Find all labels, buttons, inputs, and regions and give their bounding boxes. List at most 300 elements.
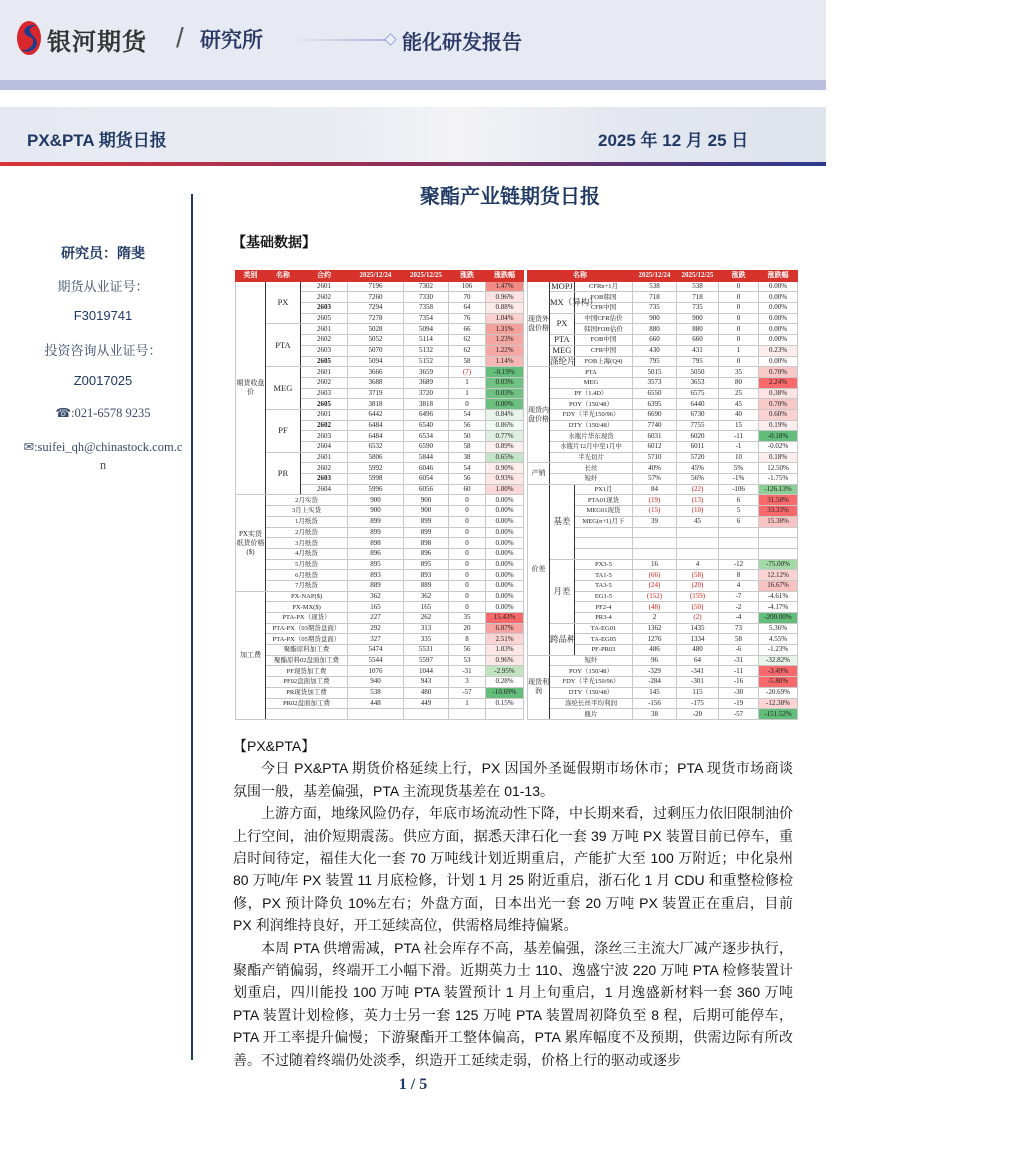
prev-value-cell: 5710 <box>633 452 677 463</box>
row-name-cell: FDY（半光150/96） <box>550 409 633 420</box>
prev-value-cell: 5070 <box>348 345 404 356</box>
curr-value-cell: (159) <box>677 591 719 602</box>
row-name-cell: 2604 <box>301 484 348 495</box>
change-cell: 0 <box>449 602 486 613</box>
column-header: 2025/12/25 <box>677 271 719 282</box>
change-cell: 54 <box>449 463 486 474</box>
row-name-cell: 2602 <box>301 292 348 303</box>
prev-value-cell: 84 <box>633 484 677 495</box>
curr-value-cell <box>404 709 449 720</box>
change-cell <box>719 527 759 538</box>
curr-value-cell: 64 <box>677 655 719 666</box>
change-pct-cell: 1.03% <box>486 645 524 656</box>
prev-value-cell <box>633 548 677 559</box>
futures-data-table <box>235 270 524 720</box>
row-name-cell: PTA-PX（现货） <box>266 613 348 624</box>
invest-cert-label: 投资咨询从业证号： <box>44 343 162 358</box>
column-header: 合约 <box>301 271 348 282</box>
prev-value-cell: 6031 <box>633 431 677 442</box>
change-pct-cell: -12.38% <box>759 698 798 709</box>
change-pct-cell: 1.00% <box>486 484 524 495</box>
change-cell <box>449 709 486 720</box>
row-name-cell: 3月上实货 <box>266 506 348 517</box>
change-cell: 4 <box>719 580 759 591</box>
curr-value-cell: (2) <box>677 613 719 624</box>
prev-value-cell: 1076 <box>348 666 404 677</box>
row-name-cell: 2603 <box>301 431 348 442</box>
change-cell: 58 <box>449 356 486 367</box>
change-cell: 0 <box>449 538 486 549</box>
change-pct-cell: -32.82% <box>759 655 798 666</box>
curr-value-cell: 7358 <box>404 303 449 314</box>
change-pct-cell: 0.96% <box>486 655 524 666</box>
table-row <box>236 666 524 677</box>
galaxy-logo-icon <box>16 20 42 56</box>
change-pct-cell: -4.61% <box>759 591 798 602</box>
change-pct-cell: 0.38% <box>759 388 798 399</box>
change-pct-cell: -4.17% <box>759 602 798 613</box>
curr-value-cell <box>677 548 719 559</box>
row-name-cell: TA-EG05 <box>575 634 633 645</box>
change-pct-cell: 12.12% <box>759 570 798 581</box>
curr-value-cell: 5132 <box>404 345 449 356</box>
change-cell: -11 <box>719 431 759 442</box>
curr-value-cell: 3689 <box>404 377 449 388</box>
row-name-cell: 1月纸货 <box>266 516 348 527</box>
change-pct-cell: -75.00% <box>759 559 798 570</box>
prev-value-cell: 5996 <box>348 484 404 495</box>
table-row <box>528 313 798 324</box>
row-name-cell: MEG <box>550 377 633 388</box>
curr-value-cell: 899 <box>404 516 449 527</box>
row-name-cell: 韩国FOB估价 <box>575 324 633 335</box>
curr-value-cell: 5152 <box>404 356 449 367</box>
prev-value-cell: -156 <box>633 698 677 709</box>
table-row <box>528 399 798 410</box>
change-cell: -2 <box>719 602 759 613</box>
change-pct-cell: 0.00% <box>486 591 524 602</box>
row-name-cell: PR现货加工费 <box>266 687 348 698</box>
row-name-cell: 涤纶长丝平均利润 <box>550 698 633 709</box>
curr-value-cell: 4 <box>677 559 719 570</box>
change-pct-cell: -1.23% <box>759 645 798 656</box>
change-pct-cell: 0.00% <box>486 580 524 591</box>
curr-value-cell: 660 <box>677 335 719 346</box>
curr-value-cell: (20) <box>677 580 719 591</box>
prev-value-cell: 39 <box>633 516 677 527</box>
analysis-paragraph: 今日 PX&PTA 期货价格延续上行，PX 因国外圣诞假期市场休市；PTA 现货市场商谈氛围一般，基差偏强，PTA 主流现货基差在 01-13。 <box>233 760 793 799</box>
table-row <box>236 580 524 591</box>
change-pct-cell: 4.55% <box>759 634 798 645</box>
column-header: 2025/12/24 <box>633 271 677 282</box>
prev-value-cell: 3688 <box>348 377 404 388</box>
decor-line <box>290 39 390 41</box>
change-cell: -31 <box>719 655 759 666</box>
category-cell: 期货收盘价 <box>236 281 266 495</box>
prev-value-cell: 362 <box>348 591 404 602</box>
curr-value-cell: 6575 <box>677 388 719 399</box>
curr-value-cell: 5597 <box>404 655 449 666</box>
change-cell: -30 <box>719 687 759 698</box>
prev-value-cell: (48) <box>633 602 677 613</box>
prev-value-cell: 6012 <box>633 442 677 453</box>
change-pct-cell: 0.00% <box>759 303 798 314</box>
column-header: 名称 <box>528 271 633 282</box>
change-cell: 38 <box>449 452 486 463</box>
change-pct-cell: 15.38% <box>759 516 798 527</box>
curr-value-cell: 900 <box>404 506 449 517</box>
prev-value-cell: 448 <box>348 698 404 709</box>
prev-value-cell: 660 <box>633 335 677 346</box>
curr-value-cell: 900 <box>404 495 449 506</box>
category-cell: 现货内盘价格 <box>528 367 550 463</box>
table-row <box>236 623 524 634</box>
department-label: 能化研发报告 <box>402 32 522 54</box>
change-cell: 0 <box>449 516 486 527</box>
change-cell: 0 <box>719 313 759 324</box>
institute-name: 研究所 <box>200 29 263 52</box>
prev-value-cell: 5474 <box>348 645 404 656</box>
table-row <box>236 698 524 709</box>
prev-value-cell: 900 <box>348 506 404 517</box>
table-row <box>236 516 524 527</box>
change-cell: 54 <box>449 409 486 420</box>
prev-value-cell: 940 <box>348 677 404 688</box>
change-pct-cell: 0.65% <box>486 452 524 463</box>
row-name-cell: 聚酯原料02盘面加工费 <box>266 655 348 666</box>
change-pct-cell: 0.70% <box>759 367 798 378</box>
column-header: 涨跌幅 <box>759 271 798 282</box>
prev-value-cell: 3818 <box>348 399 404 410</box>
change-cell: 45 <box>719 399 759 410</box>
change-pct-cell <box>759 527 798 538</box>
change-cell: 0 <box>449 580 486 591</box>
change-cell: 62 <box>449 345 486 356</box>
table-row <box>236 506 524 517</box>
prev-value-cell: 6442 <box>348 409 404 420</box>
table-row <box>528 356 798 367</box>
change-cell: 0 <box>449 591 486 602</box>
change-pct-cell: 0.84% <box>486 409 524 420</box>
prev-value-cell: 3573 <box>633 377 677 388</box>
prev-value-cell: 3719 <box>348 388 404 399</box>
change-cell: 60 <box>449 484 486 495</box>
change-cell: 0 <box>719 356 759 367</box>
prev-value-cell: (66) <box>633 570 677 581</box>
change-pct-cell: 0.00% <box>759 324 798 335</box>
prev-value-cell: 896 <box>348 548 404 559</box>
change-pct-cell: 0.93% <box>486 474 524 485</box>
row-name-cell: 2月实货 <box>266 495 348 506</box>
curr-value-cell: 5094 <box>404 324 449 335</box>
change-pct-cell: 0.00% <box>759 335 798 346</box>
curr-value-cell: -301 <box>677 677 719 688</box>
curr-value-cell: 7330 <box>404 292 449 303</box>
change-cell: 0 <box>719 303 759 314</box>
row-name-cell: PF02盘面加工费 <box>266 677 348 688</box>
row-name-cell: 4月纸货 <box>266 548 348 559</box>
change-pct-cell: 0.28% <box>486 677 524 688</box>
curr-value-cell: 3818 <box>404 399 449 410</box>
row-name-cell: FOB韩国 <box>575 292 633 303</box>
change-pct-cell: -126.13% <box>759 484 798 495</box>
curr-value-cell: 896 <box>404 548 449 559</box>
change-pct-cell: 0.00% <box>486 495 524 506</box>
prev-value-cell: 6550 <box>633 388 677 399</box>
change-pct-cell: 6.87% <box>486 623 524 634</box>
row-name-cell: 2601 <box>301 409 348 420</box>
change-cell: 35 <box>719 367 759 378</box>
group-name-cell: PR <box>266 452 301 495</box>
row-name-cell: 2605 <box>301 356 348 367</box>
curr-value-cell: 880 <box>677 324 719 335</box>
change-cell: 5 <box>719 506 759 517</box>
prev-value-cell: 2 <box>633 613 677 624</box>
change-pct-cell: -0.19% <box>486 367 524 378</box>
change-cell: 50 <box>449 431 486 442</box>
change-pct-cell: 0.77% <box>486 431 524 442</box>
prev-value-cell: 3666 <box>348 367 404 378</box>
prev-value-cell: 486 <box>633 645 677 656</box>
analysis-paragraph: 上游方面，地缘风险仍存，年底市场流动性下降，中长期来看，过剩压力依旧限制油价上行空间，油价短期震荡。供应方面，据悉天津石化一套 39 万吨 PX 装置目前已停车，重启时间待定，福佳大化一套 70 万吨线计划近期重启，产能扩大至 100 万附近；中化泉州 80 万吨/年 PX 装置 11 月底检修，计划 1 月 25 附近重启，浙石化 1 月 CDU 和重整检修检修，PX 预计降负 10%左右；外盘方面，日本出光一套 20 万吨 PX 装置正在重启，目前 PX 利润维持良好，开工延续高位，供需格局维持偏紧。 <box>233 805 793 934</box>
prev-value-cell: 900 <box>348 495 404 506</box>
table-row <box>236 709 524 720</box>
change-cell: -1 <box>719 442 759 453</box>
change-pct-cell: 2.24% <box>759 377 798 388</box>
prev-value-cell <box>633 527 677 538</box>
prev-value-cell: -284 <box>633 677 677 688</box>
row-name-cell: 2601 <box>301 452 348 463</box>
change-pct-cell: 1.22% <box>486 345 524 356</box>
prev-value-cell: 5052 <box>348 335 404 346</box>
prev-value-cell: 900 <box>633 313 677 324</box>
change-pct-cell: -3.49% <box>759 666 798 677</box>
row-name-cell: 3月纸货 <box>266 538 348 549</box>
curr-value-cell: 313 <box>404 623 449 634</box>
table-row <box>236 634 524 645</box>
change-cell: 0 <box>449 506 486 517</box>
change-cell: -4 <box>719 613 759 624</box>
curr-value-cell: 6534 <box>404 431 449 442</box>
change-pct-cell: 12.50% <box>759 463 798 474</box>
prev-value-cell: 735 <box>633 303 677 314</box>
prev-value-cell: 7740 <box>633 420 677 431</box>
table-row <box>528 677 798 688</box>
curr-value-cell: 449 <box>404 698 449 709</box>
curr-value-cell: 45 <box>677 516 719 527</box>
change-pct-cell: 0.00% <box>759 356 798 367</box>
row-name-cell: 7月纸货 <box>266 580 348 591</box>
row-name-cell: TA-EG01 <box>575 623 633 634</box>
table-row <box>528 698 798 709</box>
table-row <box>528 452 798 463</box>
change-pct-cell: -10.69% <box>486 687 524 698</box>
banner-accent-line <box>0 162 826 166</box>
futures-cert-label: 期货从业证号： <box>57 279 149 294</box>
brand-separator: / <box>176 22 184 53</box>
row-name-cell <box>266 709 348 720</box>
table-row <box>528 474 798 485</box>
row-name-cell: 中国CFR估价 <box>575 313 633 324</box>
change-cell <box>719 538 759 549</box>
row-name-cell: TA3-5 <box>575 580 633 591</box>
row-name-cell: PTA <box>550 367 633 378</box>
prev-value-cell <box>348 709 404 720</box>
change-pct-cell: 0.00% <box>486 559 524 570</box>
prev-value-cell: 880 <box>633 324 677 335</box>
table-row <box>236 591 524 602</box>
row-name-cell: 2601 <box>301 367 348 378</box>
change-cell: 25 <box>719 388 759 399</box>
table-row <box>236 677 524 688</box>
change-pct-cell: 1.04% <box>486 313 524 324</box>
prev-value-cell: 5806 <box>348 452 404 463</box>
group-name-cell: MEG <box>550 345 575 356</box>
change-cell: -6 <box>719 645 759 656</box>
row-name-cell: 半光切片 <box>550 452 633 463</box>
prev-value-cell: 430 <box>633 345 677 356</box>
prev-value-cell: 40% <box>633 463 677 474</box>
column-header: 2025/12/25 <box>404 271 449 282</box>
prev-value-cell <box>633 538 677 549</box>
row-name-cell: PTA01现货 <box>575 495 633 506</box>
change-pct-cell: 0.00% <box>486 548 524 559</box>
change-pct-cell: 0.88% <box>486 303 524 314</box>
prev-value-cell: 538 <box>348 687 404 698</box>
curr-value-cell: 6440 <box>677 399 719 410</box>
researcher-name: 研究员：隋斐 <box>61 245 145 261</box>
change-pct-cell: 15.43% <box>486 613 524 624</box>
prev-value-cell: 7260 <box>348 292 404 303</box>
row-name-cell: PTA-PX（03期货盘面） <box>266 623 348 634</box>
change-cell: 0 <box>449 570 486 581</box>
email-link[interactable]: ✉:suifei_qh@chinastock.com.cn <box>23 440 183 472</box>
change-cell: 6 <box>719 495 759 506</box>
prev-value-cell: 57% <box>633 474 677 485</box>
row-name-cell: MEG01现货 <box>575 506 633 517</box>
prev-value-cell: 16 <box>633 559 677 570</box>
change-cell: -12 <box>719 559 759 570</box>
row-name-cell: 2602 <box>301 335 348 346</box>
change-cell: 1 <box>449 698 486 709</box>
change-cell: 0 <box>449 559 486 570</box>
group-name-cell: 月差 <box>550 559 575 623</box>
change-pct-cell: 1.47% <box>486 281 524 292</box>
curr-value-cell: 718 <box>677 292 719 303</box>
group-name-cell: 涤纶片 <box>550 355 576 366</box>
header-divider <box>0 80 826 90</box>
table-row <box>528 367 798 378</box>
change-cell: -57 <box>449 687 486 698</box>
change-cell: 8 <box>449 634 486 645</box>
curr-value-cell: 3659 <box>404 367 449 378</box>
prev-value-cell: (152) <box>633 591 677 602</box>
table-row <box>236 367 524 378</box>
row-name-cell: 2月纸货 <box>266 527 348 538</box>
row-name-cell: 6月纸货 <box>266 570 348 581</box>
prev-value-cell: 327 <box>348 634 404 645</box>
prev-value-cell: 7294 <box>348 303 404 314</box>
change-cell: -1% <box>719 474 759 485</box>
change-pct-cell: 0.19% <box>759 420 798 431</box>
prev-value-cell: 7278 <box>348 313 404 324</box>
change-cell: 56 <box>449 420 486 431</box>
change-cell: 20 <box>449 623 486 634</box>
row-name-cell: PX3-5 <box>575 559 633 570</box>
row-name-cell: 2603 <box>301 474 348 485</box>
prev-value-cell: 292 <box>348 623 404 634</box>
curr-value-cell: 335 <box>404 634 449 645</box>
curr-value-cell: 362 <box>404 591 449 602</box>
change-pct-cell: 0.70% <box>759 399 798 410</box>
row-name-cell: 短纤 <box>550 655 633 666</box>
change-cell: 0 <box>449 399 486 410</box>
row-name-cell: DTY（150/48） <box>550 420 633 431</box>
analysis-paragraph: 本周 PTA 供增需减，PTA 社会库存不高，基差偏强，涤丝三主流大厂减产逐步执行，聚酯产销偏弱，终端开工小幅下滑。近期英力士 110、逸盛宁波 220 万吨 PTA 检修装置计划重启，四川能投 100 万吨 PTA 装置预计 1 月上旬重启，1 月逸盛新材料一套 360 万吨 PTA 装置计划检修，英力士另一套 125 万吨 PTA 装置周初降负至 8 程，后期可能停车，PTA 开工率提升偏慢；下游聚酯开工整体偏高，PTA 累库幅度不及预期，供需边际有所改善。不过随着终端仍处淡季，织造开工延续走弱，价格上行的驱动或逐步 <box>233 939 793 1068</box>
row-name-cell: 2603 <box>301 388 348 399</box>
change-cell: 8 <box>719 570 759 581</box>
change-cell: -57 <box>719 709 759 720</box>
table-row <box>236 655 524 666</box>
row-name-cell: FOB中国 <box>575 335 633 346</box>
change-cell: 6 <box>719 516 759 527</box>
document-title: 聚酯产业链期货日报 <box>420 186 600 208</box>
row-name-cell: EG1-5 <box>575 591 633 602</box>
curr-value-cell: 7354 <box>404 313 449 324</box>
curr-value-cell: 5114 <box>404 335 449 346</box>
change-cell: 5% <box>719 463 759 474</box>
prev-value-cell: 5998 <box>348 474 404 485</box>
prev-value-cell: 538 <box>633 281 677 292</box>
category-cell: 加工费 <box>236 591 266 719</box>
prev-value-cell: 893 <box>348 570 404 581</box>
curr-value-cell: -341 <box>677 666 719 677</box>
row-name-cell: PF现货加工费 <box>266 666 348 677</box>
change-pct-cell <box>759 548 798 559</box>
curr-value-cell <box>677 527 719 538</box>
prev-value-cell: 6484 <box>348 431 404 442</box>
row-name-cell: PF（1.4D） <box>550 388 633 399</box>
change-cell: -19 <box>719 698 759 709</box>
curr-value-cell: 7302 <box>404 281 449 292</box>
row-name-cell <box>575 548 633 559</box>
change-cell: -11 <box>719 666 759 677</box>
curr-value-cell: 7755 <box>677 420 719 431</box>
table-row <box>528 709 798 720</box>
row-name-cell: MEG(n+1)月下 <box>575 516 633 527</box>
table-row <box>236 527 524 538</box>
curr-value-cell: 6590 <box>404 442 449 453</box>
row-name-cell: FOB上海(Q4) <box>575 356 633 367</box>
curr-value-cell: (13) <box>677 495 719 506</box>
curr-value-cell: 735 <box>677 303 719 314</box>
group-name-cell: PX <box>266 281 301 324</box>
row-name-cell: 聚酯原料加工费 <box>266 645 348 656</box>
row-name-cell: 瓶片 <box>550 709 633 720</box>
prev-value-cell: 145 <box>633 687 677 698</box>
row-name-cell: PF-PR03 <box>575 645 633 656</box>
change-cell: 58 <box>719 634 759 645</box>
group-name-cell: MOPJ <box>551 281 573 292</box>
change-pct-cell: 0.00% <box>759 313 798 324</box>
table-row <box>236 687 524 698</box>
change-pct-cell: 0.60% <box>759 409 798 420</box>
change-pct-cell: 16.67% <box>759 580 798 591</box>
row-name-cell: 2601 <box>301 324 348 335</box>
group-name-cell: PX <box>550 313 575 334</box>
spot-data-table <box>527 270 798 720</box>
change-cell: 1 <box>449 388 486 399</box>
